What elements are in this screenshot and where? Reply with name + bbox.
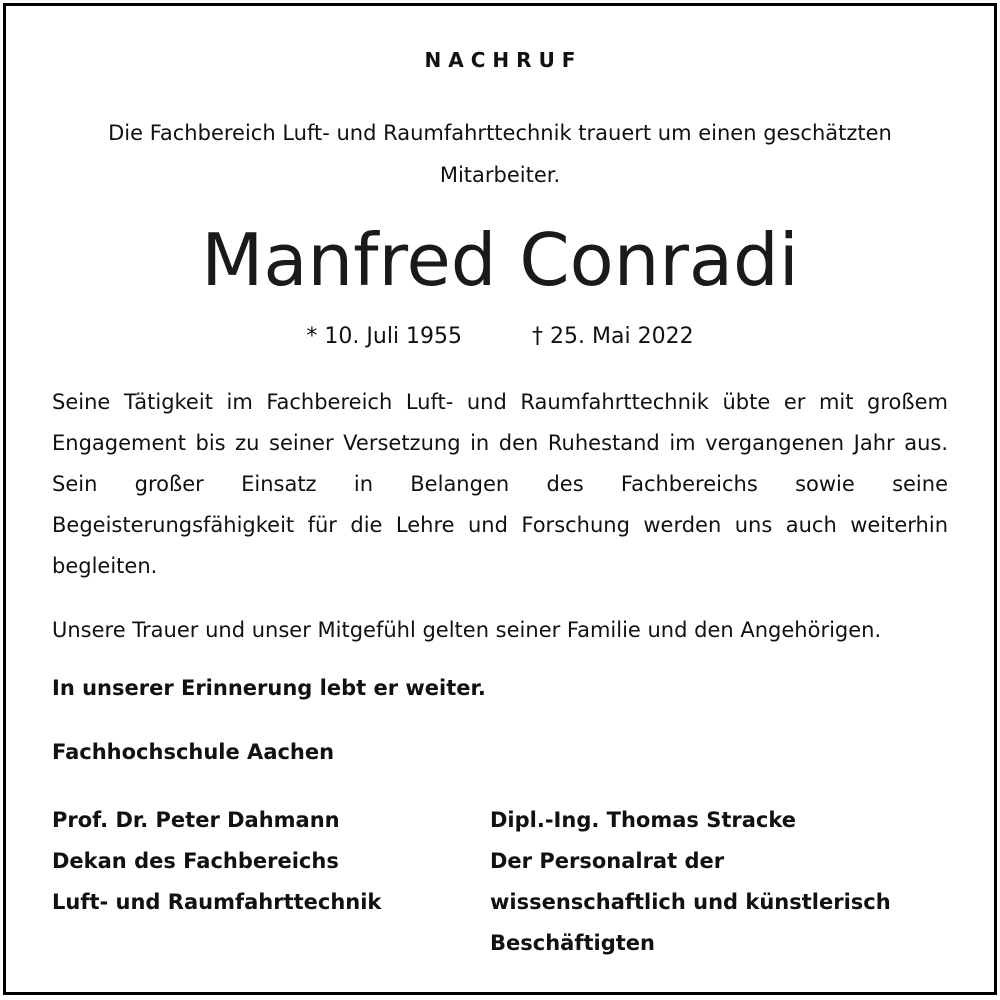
death-date: † 25. Mai 2022 bbox=[532, 324, 694, 349]
signatory-left-role: Dekan des Fachbereichs bbox=[52, 849, 339, 873]
signatory-left bbox=[52, 800, 472, 923]
birth-date: * 10. Juli 1955 bbox=[306, 324, 463, 349]
signatory-right-role-end: Beschäftigten bbox=[490, 931, 655, 955]
signatory-right-role-cont: wissenschaftlich und künstlerisch bbox=[490, 890, 891, 914]
institution-name: Fachhochschule Aachen bbox=[52, 740, 335, 764]
signatory-left-name: Prof. Dr. Peter Dahmann bbox=[52, 808, 340, 832]
paragraph-tribute: Seine Tätigkeit im Fachbereich Luft- und Raumfahrttechnik übte er mit großem Engagement bis zu seiner Versetzung in den Ruhestand im vergangenen Jahr aus. Sein großer Einsatz in Belangen des Fachbereichs sowie seine Begeisterungsfähigkeit für die Lehre und Forschung werden uns auch weiterhin begleiten. bbox=[52, 390, 948, 578]
life-dates bbox=[0, 324, 1000, 349]
heading: NACHRUF bbox=[424, 48, 583, 72]
memory-line: In unserer Erinnerung lebt er weiter. bbox=[52, 676, 486, 700]
intro-text: Die Fachbereich Luft- und Raumfahrttechnik trauert um einen geschätzten Mitarbeiter. bbox=[108, 121, 892, 187]
deceased-name: Manfred Conradi bbox=[201, 218, 799, 302]
signatory-right bbox=[490, 800, 950, 964]
signatory-right-role: Der Personalrat der bbox=[490, 849, 725, 873]
paragraph-condolence: Unsere Trauer und unser Mitgefühl gelten seiner Familie und den Angehörigen. bbox=[52, 618, 882, 642]
signatory-right-name: Dipl.-Ing. Thomas Stracke bbox=[490, 808, 796, 832]
signatory-left-department: Luft- und Raumfahrttechnik bbox=[52, 890, 382, 914]
